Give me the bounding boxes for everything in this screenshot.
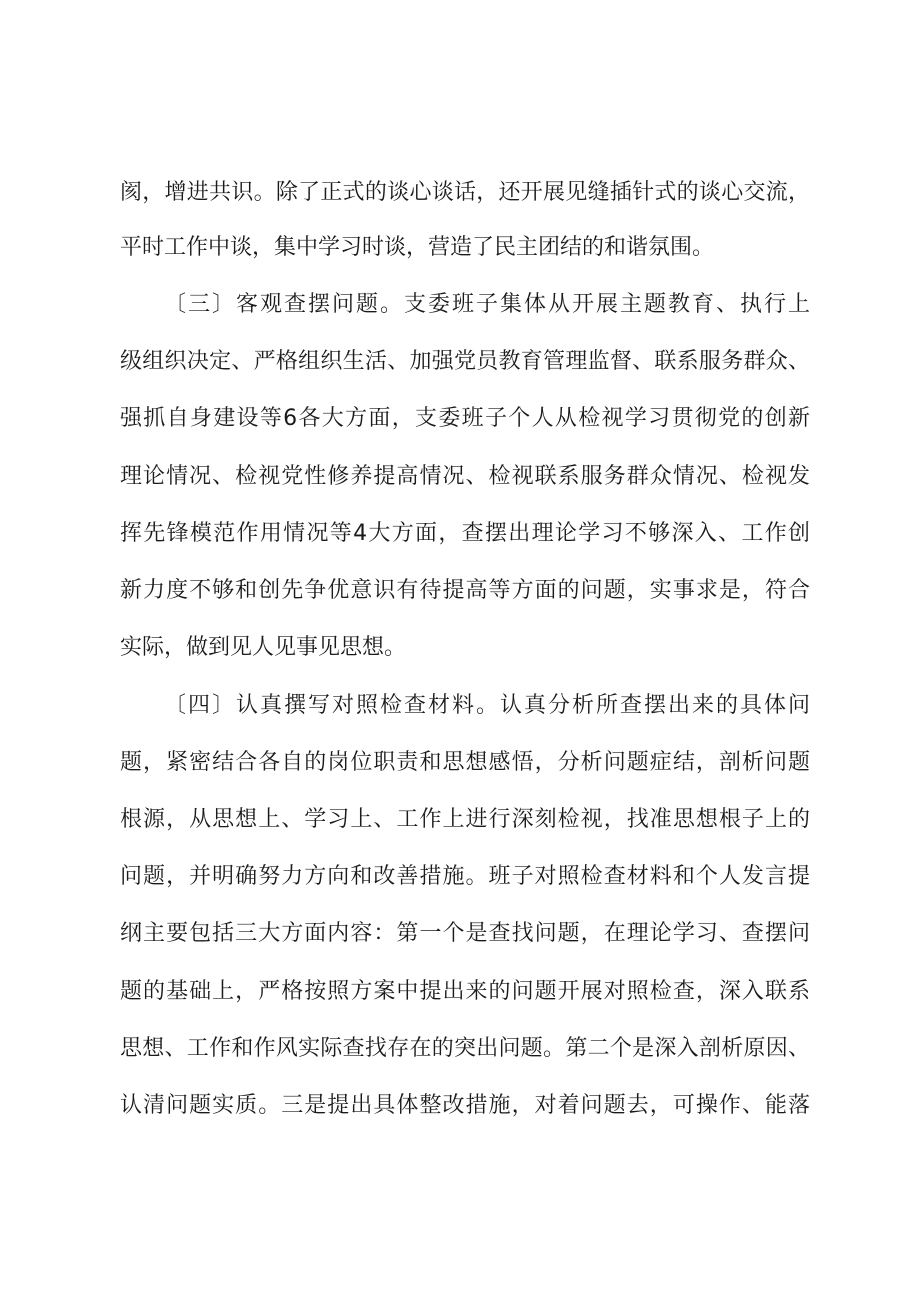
paragraph-line: 思想、工作和作风实际查找存在的突出问题。第二个是深入剖析原因、 [120, 1036, 810, 1061]
paragraph-line: 纲主要包括三大方面内容：第一个是查找问题，在理论学习、查摆问 [120, 921, 810, 946]
paragraph-line: 认清问题实质。三是提出具体整改措施，对着问题去，可操作、能落 [120, 1093, 810, 1118]
paragraph-line: 平时工作中谈，集中学习时谈，营造了民主团结的和谐氛围。 [120, 235, 715, 260]
paragraph-line [120, 1143, 810, 1183]
section-heading-line: 〔三〕客观查摆问题。支委班子集体从开展主题教育、执行上 [164, 292, 810, 317]
paragraph-line: 强抓自身建设等6各大方面，支委班子个人从检视学习贯彻党的创新 [120, 406, 810, 431]
paragraph-line: 问题，并明确努力方向和改善措施。班子对照检查材料和个人发言提 [120, 864, 810, 889]
paragraph-line: 题，紧密结合各自的岗位职责和思想感悟，分析问题症结，剖析问题 [120, 750, 810, 775]
section-heading-line: 〔四〕认真撰写对照检查材料。认真分析所查摆出来的具体问 [164, 693, 810, 718]
paragraph-line: 根源，从思想上、学习上、工作上进行深刻检视，找准思想根子上的 [120, 807, 810, 832]
paragraph-line: 实际，做到见人见事见思想。 [120, 635, 407, 660]
paragraph-line: 阂，增进共识。除了正式的谈心谈话，还开展见缝插针式的谈心交流， [120, 180, 810, 205]
paragraph-line: 级组织决定、严格组织生活、加强党员教育管理监督、联系服务群众、 [120, 349, 810, 374]
paragraph-line: 题的基础上，严格按照方案中提出来的问题开展对照检查，深入联系 [120, 979, 810, 1004]
paragraph-line: 理论情况、检视党性修养提高情况、检视联系服务群众情况、检视发 [120, 464, 810, 489]
paragraph-line: 新力度不够和创先争优意识有待提高等方面的问题，实事求是，符合 [120, 578, 810, 603]
paragraph-line: 挥先锋模范作用情况等4大方面，查摆出理论学习不够深入、工作创 [120, 521, 810, 546]
